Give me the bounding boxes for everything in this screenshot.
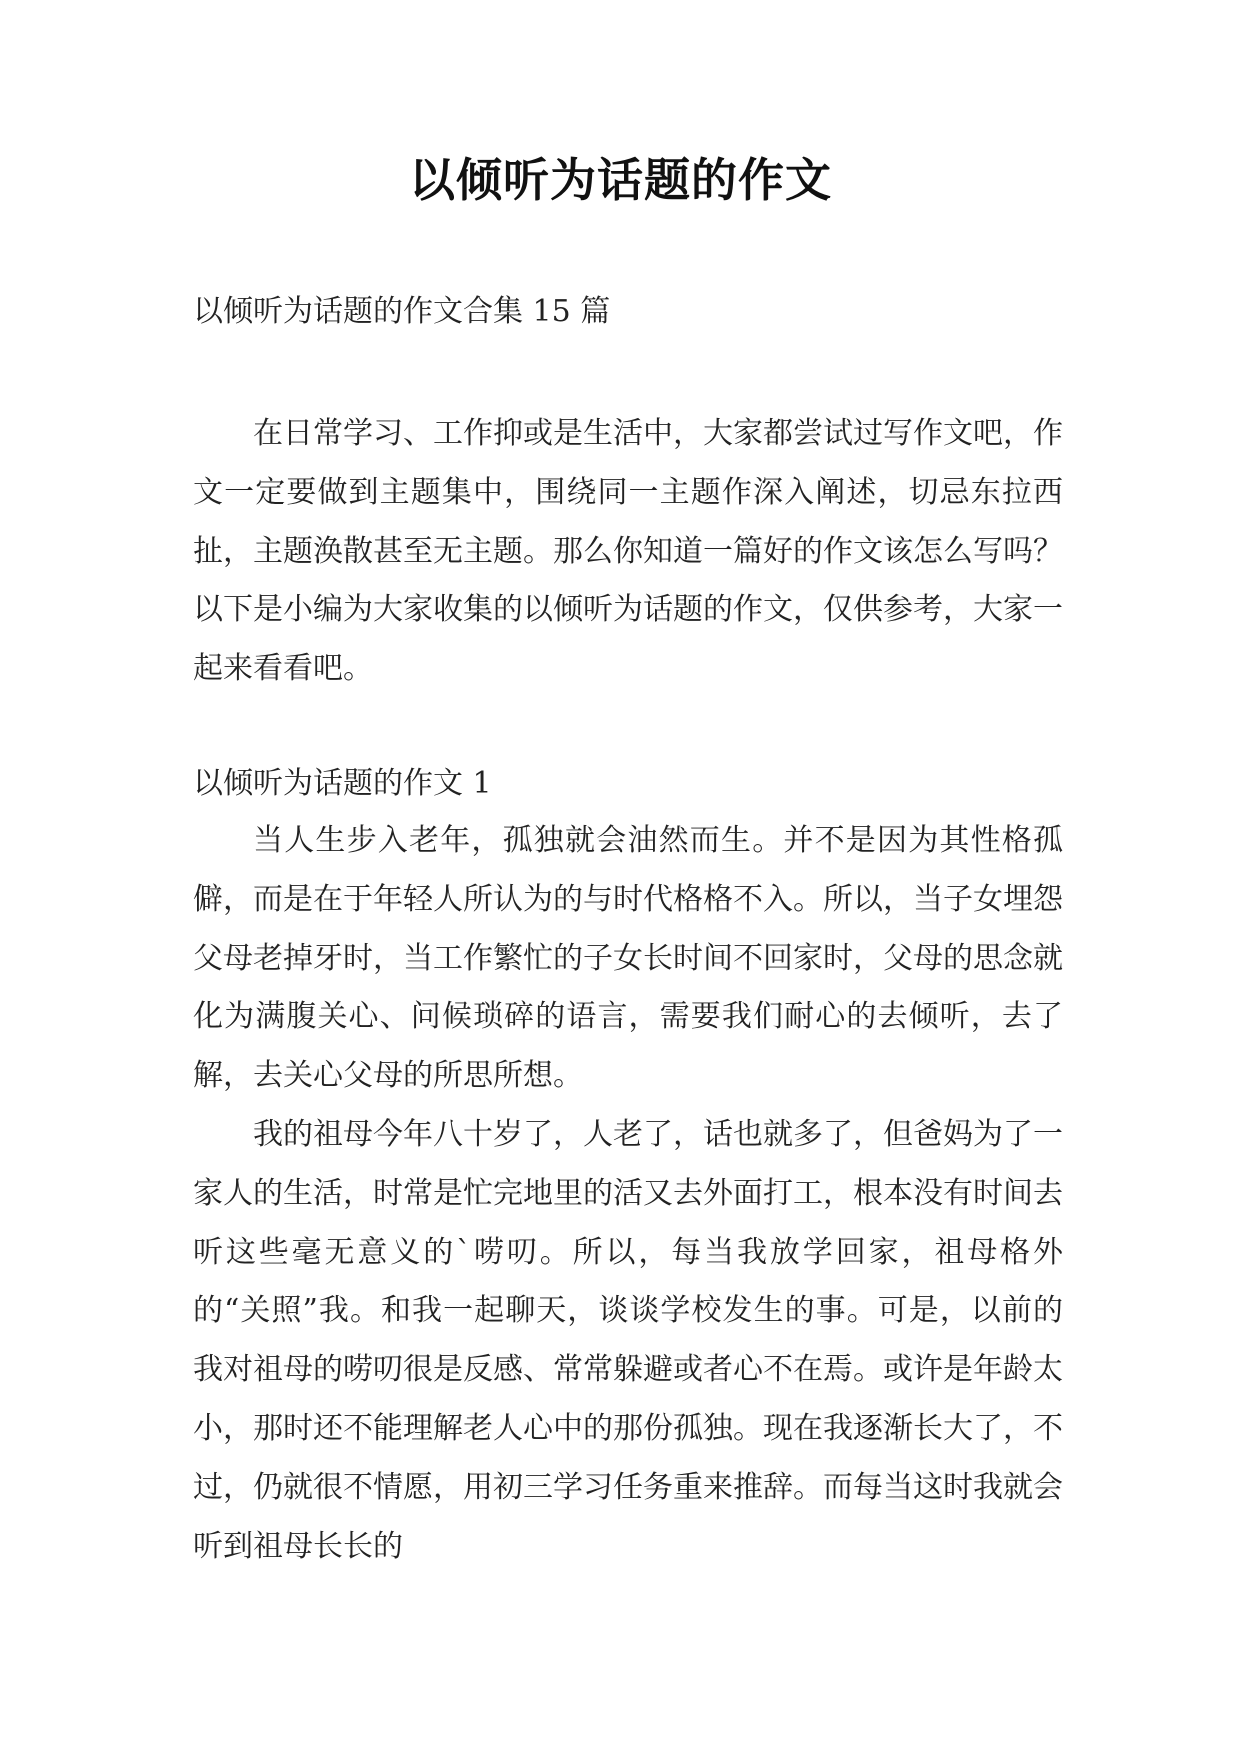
body-paragraph: 我的祖母今年八十岁了，人老了，话也就多了，但爸妈为了一家人的生活，时常是忙完地里的活又去外面打工，根本没有时间去听这些毫无意义的`唠叨。所以，每当我放学回家，祖母格外的“关照”我。和我一起聊天，谈谈学校发生的事。可是，以前的我对祖母的唠叨很是反感、常常躲避或者心不在焉。或许是年龄太小，那时还不能理解老人心中的那份孤独。现在我逐渐长大了，不过，仍就很不情愿，用初三学习任务重来推辞。而每当这时我就会听到祖母长长的 [193,1117,1063,1564]
intro-paragraph: 在日常学习、工作抑或是生活中，大家都尝试过写作文吧，作文一定要做到主题集中，围绕同一主题作深入阐述，切忌东拉西扯，主题涣散甚至无主题。那么你知道一篇好的作文该怎么写吗？以下是小编为大家收集的以倾听为话题的作文，仅供参考，大家一起来看看吧。 [193,416,1063,687]
body-paragraph: 当人生步入老年，孤独就会油然而生。并不是因为其性格孤僻，而是在于年轻人所认为的与时代格格不入。所以，当子女埋怨父母老掉牙时，当工作繁忙的子女长时间不回家时，父母的思念就化为满腹关心、问候琐碎的语言，需要我们耐心的去倾听，去了解，去关心父母的所思所想。 [193,823,1063,1094]
document-title: 以倾听为话题的作文 [409,153,832,207]
document-subtitle: 以倾听为话题的作文合集 15 篇 [193,294,611,329]
section-heading: 以倾听为话题的作文 1 [193,766,492,801]
